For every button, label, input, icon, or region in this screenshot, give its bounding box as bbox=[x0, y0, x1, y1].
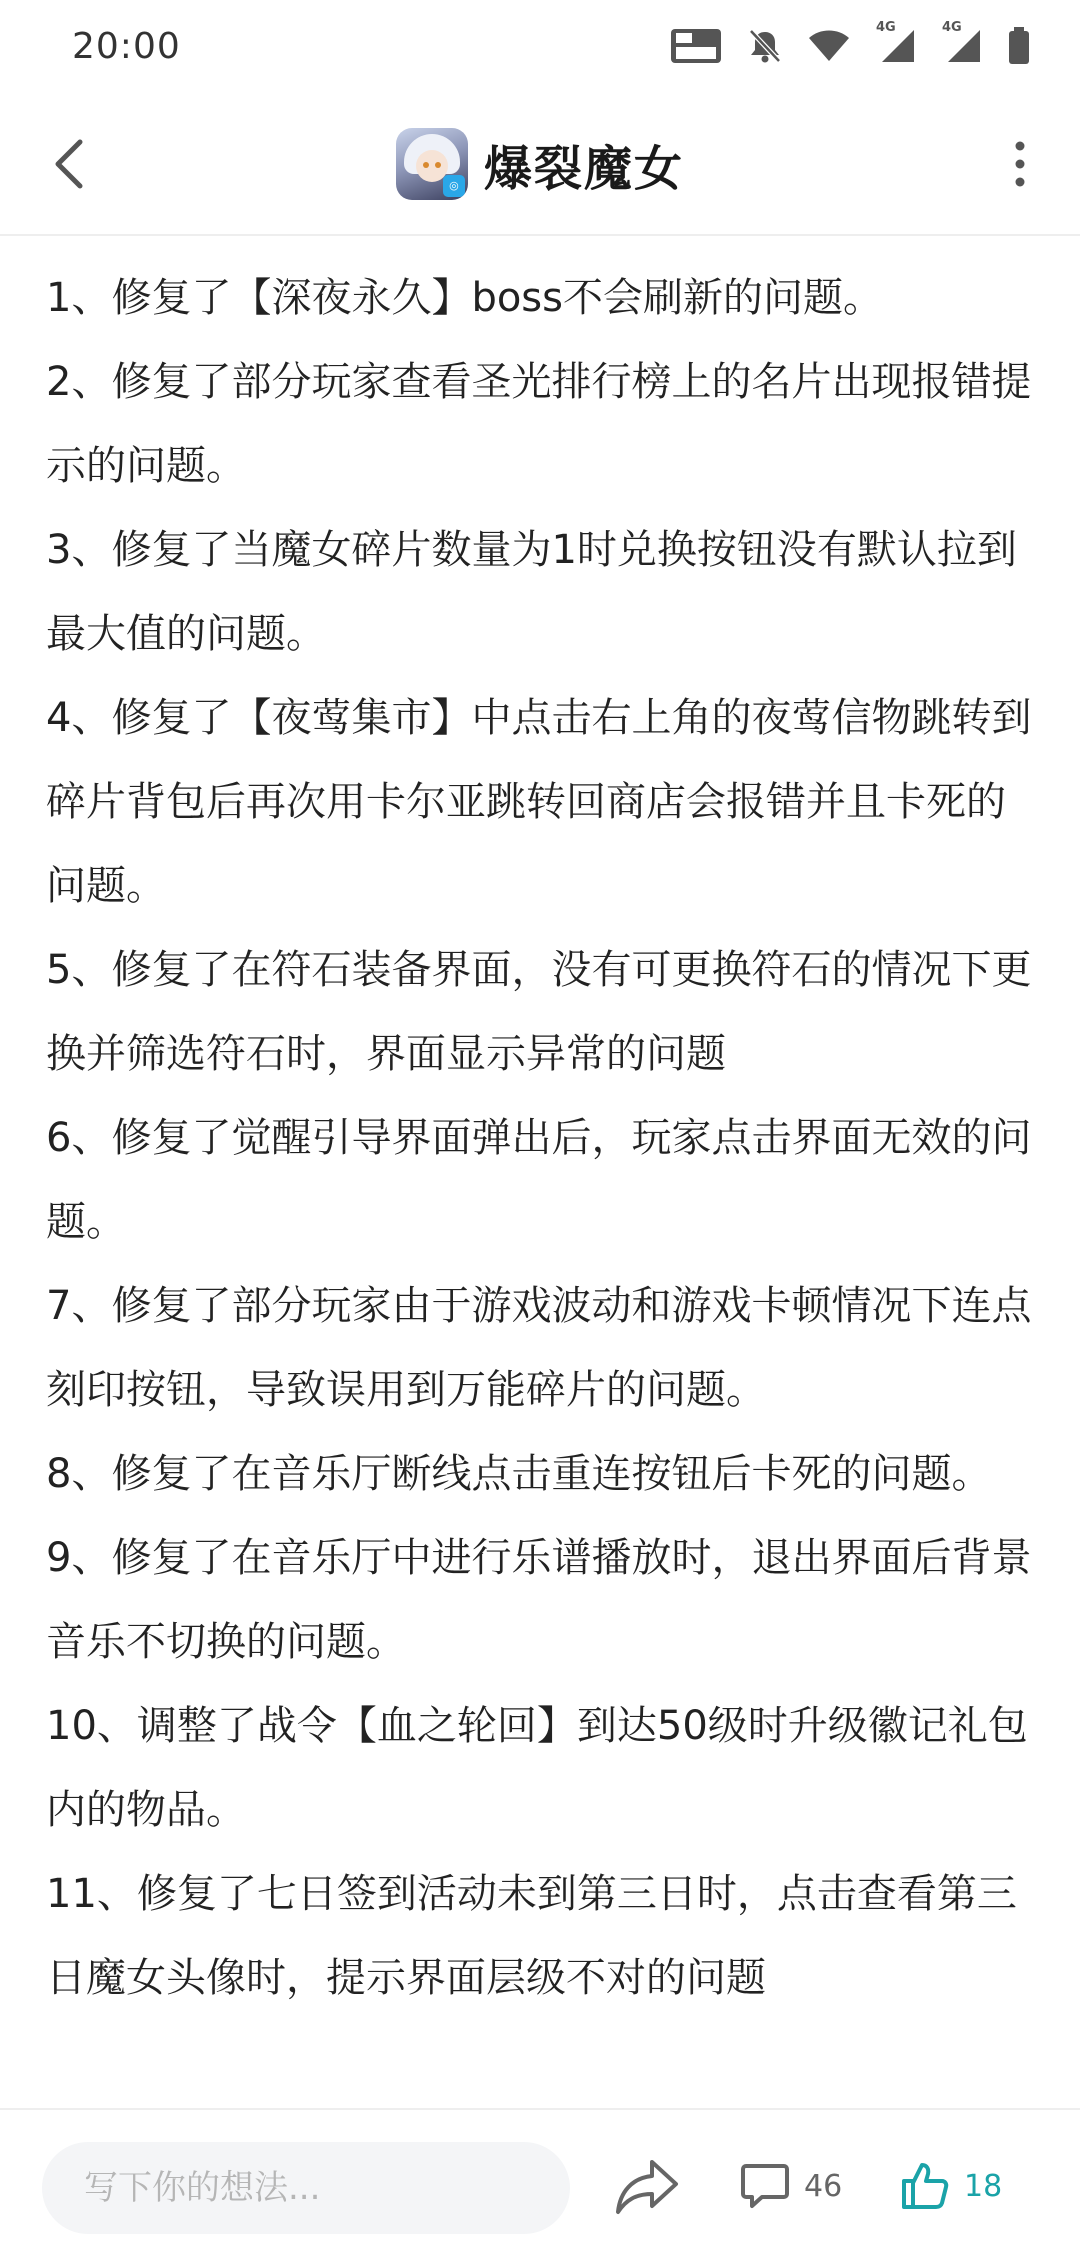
likes-count: 18 bbox=[964, 2168, 1003, 2204]
changelog-item: 7、修复了部分玩家由于游戏波动和游戏卡顿情况下连点刻印按钮，导致误用到万能碎片的问题。 bbox=[46, 1283, 1032, 1413]
volte-lte2-icon bbox=[670, 28, 722, 64]
network-label: 4G bbox=[876, 20, 896, 35]
comment-icon bbox=[740, 2162, 790, 2210]
network-label: 4G bbox=[942, 20, 962, 35]
app-icon bbox=[396, 128, 468, 200]
comments-button[interactable] bbox=[740, 2150, 842, 2222]
changelog-item: 1、修复了【深夜永久】boss不会刷新的问题。 bbox=[46, 275, 883, 321]
more-vertical-icon bbox=[1016, 142, 1025, 187]
changelog-item: 5、修复了在符石装备界面，没有可更换符石的情况下更换并筛选符石时，界面显示异常的问题 bbox=[46, 947, 1032, 1077]
thumbs-up-icon bbox=[900, 2161, 950, 2211]
status-time: 20:00 bbox=[72, 25, 181, 67]
wifi-icon bbox=[808, 29, 850, 63]
page-title: 爆裂魔女 bbox=[483, 140, 684, 197]
comments-count: 46 bbox=[804, 2168, 843, 2204]
signal-4g-icon bbox=[942, 20, 982, 64]
changelog-item: 8、修复了在音乐厅断线点击重连按钮后卡死的问题。 bbox=[46, 1451, 992, 1497]
header bbox=[0, 92, 1080, 236]
battery-icon bbox=[1008, 27, 1030, 65]
post-content bbox=[46, 256, 1042, 2020]
changelog-item: 10、调整了战令【血之轮回】到达50级时升级徽记礼包内的物品。 bbox=[46, 1703, 1028, 1833]
changelog-item: 11、修复了七日签到活动未到第三日时，点击查看第三日魔女头像时，提示界面层级不对的问题 bbox=[46, 1871, 1017, 2001]
changelog-item: 9、修复了在音乐厅中进行乐谱播放时，退出界面后背景音乐不切换的问题。 bbox=[46, 1535, 1032, 1665]
signal-4g-icon bbox=[876, 20, 916, 64]
share-button[interactable] bbox=[612, 2154, 682, 2220]
more-button[interactable] bbox=[1000, 134, 1040, 194]
status-icons bbox=[670, 20, 1030, 65]
like-button[interactable] bbox=[900, 2150, 1002, 2222]
changelog-item: 4、修复了【夜莺集市】中点击右上角的夜莺信物跳转到碎片背包后再次用卡尔亚跳转回商店会报错并且卡死的问题。 bbox=[46, 695, 1032, 909]
changelog-item: 6、修复了觉醒引导界面弹出后，玩家点击界面无效的问题。 bbox=[46, 1115, 1032, 1245]
status-bar bbox=[0, 0, 1080, 92]
comment-input[interactable] bbox=[42, 2142, 570, 2234]
mute-bell-icon bbox=[748, 28, 782, 64]
bottom-action-bar bbox=[0, 2108, 1080, 2260]
changelog-item: 3、修复了当魔女碎片数量为1时兑换按钮没有默认拉到最大值的问题。 bbox=[46, 527, 1017, 657]
title-area bbox=[0, 122, 1080, 206]
share-icon bbox=[618, 2162, 676, 2212]
game-badge-icon: ◎ bbox=[443, 175, 465, 197]
changelog-item: 2、修复了部分玩家查看圣光排行榜上的名片出现报错提示的问题。 bbox=[46, 359, 1032, 489]
